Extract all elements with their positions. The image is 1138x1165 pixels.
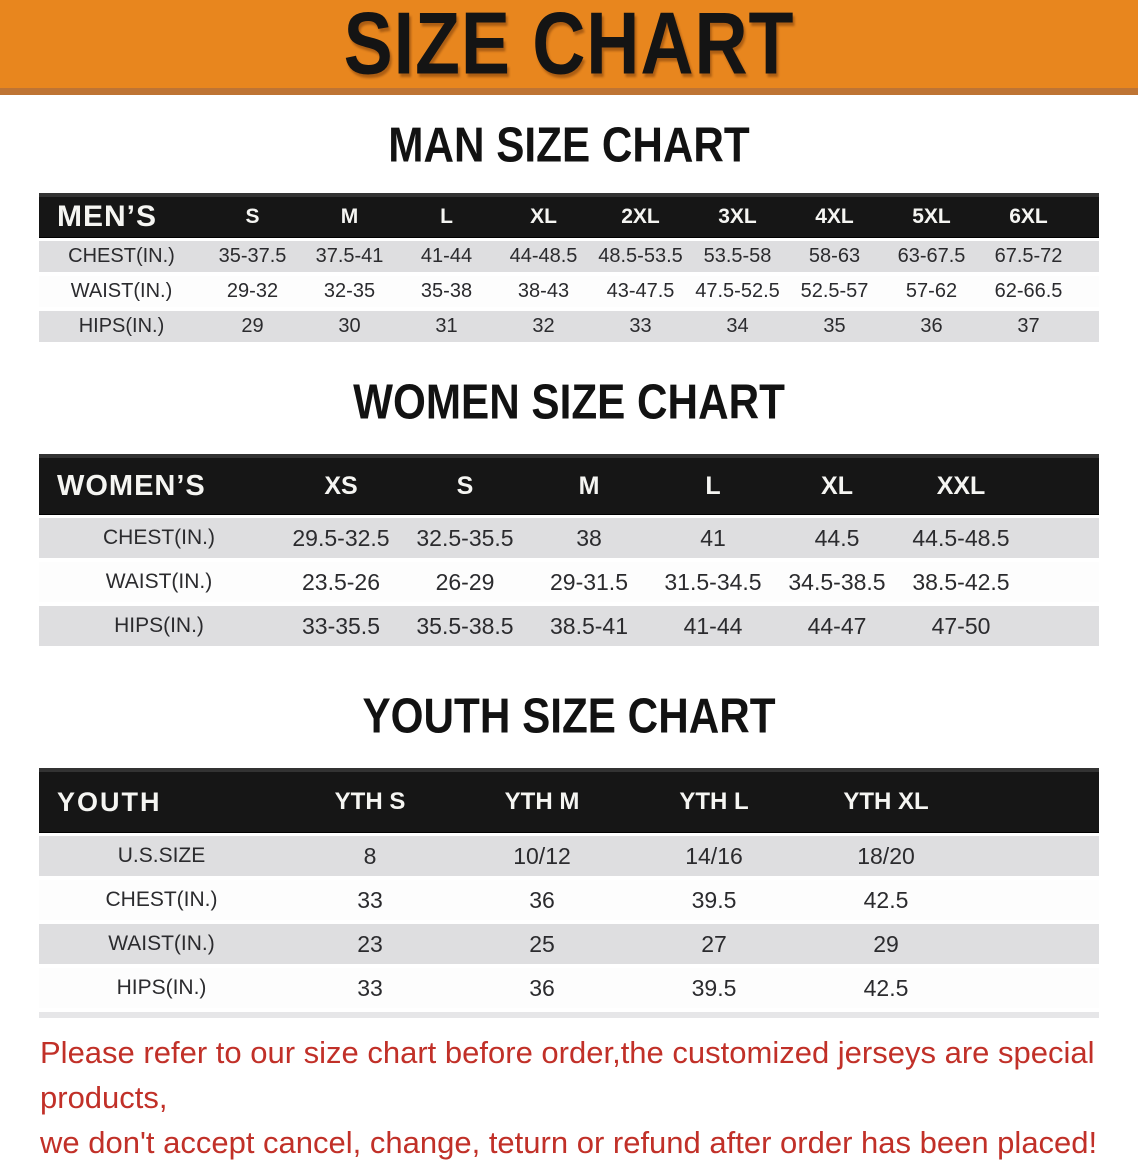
youth-chest-row bbox=[39, 880, 1099, 920]
row-label: HIPS(IN.) bbox=[114, 614, 204, 637]
women-group-label: WOMEN’S bbox=[57, 469, 206, 502]
table-bottom-rule bbox=[39, 1012, 1099, 1018]
men-group-label: MEN’S bbox=[57, 200, 158, 233]
size-cell: 57-62 bbox=[905, 280, 958, 302]
size-cell: 31.5-34.5 bbox=[664, 568, 762, 595]
size-cell: 34.5-38.5 bbox=[788, 568, 886, 595]
youth-size-column-l: YTH L bbox=[679, 788, 749, 815]
women-size-table bbox=[39, 454, 1099, 646]
size-cell: 41 bbox=[700, 524, 726, 551]
size-cell: 8 bbox=[363, 842, 377, 869]
men-header-row bbox=[39, 193, 1099, 237]
size-cell: 32-35 bbox=[323, 280, 376, 302]
size-cell: 63-67.5 bbox=[897, 245, 966, 267]
men-section-heading: MAN SIZE CHART bbox=[388, 118, 750, 173]
size-cell: 29.5-32.5 bbox=[292, 524, 390, 551]
men-size-column-l: L bbox=[440, 205, 453, 228]
women-size-column-s: S bbox=[456, 471, 474, 500]
youth-waist-row bbox=[39, 924, 1099, 964]
row-label: HIPS(IN.) bbox=[78, 315, 165, 337]
size-cell: 44-48.5 bbox=[509, 245, 578, 267]
size-cell: 30 bbox=[338, 315, 361, 337]
row-label: WAIST(IN.) bbox=[108, 932, 215, 955]
row-label: HIPS(IN.) bbox=[116, 976, 207, 999]
size-cell: 10/12 bbox=[513, 842, 571, 869]
size-cell: 37.5-41 bbox=[315, 245, 384, 267]
youth-size-table bbox=[39, 768, 1099, 1018]
size-cell: 48.5-53.5 bbox=[598, 245, 683, 267]
size-cell: 29 bbox=[873, 930, 899, 957]
size-cell: 23.5-26 bbox=[301, 568, 380, 595]
row-label: WAIST(IN.) bbox=[105, 570, 213, 593]
size-cell: 52.5-57 bbox=[800, 280, 869, 302]
size-cell: 26-29 bbox=[435, 568, 495, 595]
men-size-column-3xl: 3XL bbox=[718, 205, 757, 228]
size-cell: 33 bbox=[357, 886, 383, 913]
size-cell: 35 bbox=[823, 315, 846, 337]
size-cell: 58-63 bbox=[808, 245, 861, 267]
women-size-column-xl: XL bbox=[821, 471, 853, 500]
size-cell: 42.5 bbox=[863, 886, 909, 913]
women-chest-row bbox=[39, 518, 1099, 558]
men-size-column-s: S bbox=[245, 205, 260, 228]
size-cell: 33 bbox=[357, 974, 383, 1001]
women-size-column-xs: XS bbox=[324, 471, 358, 500]
note-line-1: Please refer to our size chart before order,the customized jerseys are special products, bbox=[40, 1035, 1095, 1115]
men-chest-row bbox=[39, 241, 1099, 272]
note-line-2: we don't accept cancel, change, teturn or refund after order has been placed! bbox=[40, 1125, 1098, 1160]
size-cell: 39.5 bbox=[691, 974, 737, 1001]
women-size-column-l: L bbox=[705, 471, 721, 500]
order-note bbox=[40, 1030, 1110, 1165]
size-cell: 35-38 bbox=[420, 280, 473, 302]
size-cell: 41-44 bbox=[420, 245, 473, 267]
youth-size-column-xl: YTH XL bbox=[843, 788, 929, 815]
row-label: U.S.SIZE bbox=[117, 844, 206, 867]
youth-hips-row bbox=[39, 968, 1099, 1008]
size-cell: 27 bbox=[701, 930, 727, 957]
size-cell: 39.5 bbox=[691, 886, 737, 913]
size-cell: 37 bbox=[1017, 315, 1040, 337]
size-cell: 38.5-41 bbox=[549, 612, 628, 639]
women-section-heading: WOMEN SIZE CHART bbox=[353, 375, 785, 430]
size-cell: 34 bbox=[726, 315, 749, 337]
youth-section-heading: YOUTH SIZE CHART bbox=[362, 689, 776, 744]
women-hips-row bbox=[39, 606, 1099, 646]
men-size-column-6xl: 6XL bbox=[1009, 205, 1048, 228]
size-cell: 44.5-48.5 bbox=[912, 524, 1010, 551]
size-cell: 38.5-42.5 bbox=[912, 568, 1010, 595]
men-size-column-5xl: 5XL bbox=[912, 205, 951, 228]
size-cell: 36 bbox=[529, 974, 555, 1001]
men-size-column-xl: XL bbox=[530, 205, 557, 228]
men-size-column-2xl: 2XL bbox=[621, 205, 660, 228]
women-waist-row bbox=[39, 562, 1099, 602]
size-cell: 53.5-58 bbox=[703, 245, 772, 267]
size-cell: 47.5-52.5 bbox=[695, 280, 780, 302]
size-cell: 33-35.5 bbox=[301, 612, 380, 639]
row-label: CHEST(IN.) bbox=[103, 526, 215, 549]
size-cell: 31 bbox=[435, 315, 458, 337]
size-cell: 32 bbox=[532, 315, 555, 337]
size-cell: 29 bbox=[241, 315, 264, 337]
size-cell: 43-47.5 bbox=[606, 280, 675, 302]
size-cell: 42.5 bbox=[863, 974, 909, 1001]
men-size-column-m: M bbox=[340, 205, 359, 228]
row-label: CHEST(IN.) bbox=[105, 888, 218, 911]
size-cell: 35.5-38.5 bbox=[416, 612, 514, 639]
size-cell: 44-47 bbox=[807, 612, 867, 639]
size-cell: 25 bbox=[529, 930, 555, 957]
size-cell: 32.5-35.5 bbox=[416, 524, 514, 551]
banner-title: SIZE CHART bbox=[343, 0, 795, 93]
size-cell: 23 bbox=[357, 930, 383, 957]
size-cell: 36 bbox=[920, 315, 943, 337]
youth-header-row bbox=[39, 768, 1099, 832]
size-cell: 47-50 bbox=[931, 612, 991, 639]
size-cell: 67.5-72 bbox=[994, 245, 1063, 267]
size-cell: 35-37.5 bbox=[218, 245, 287, 267]
size-cell: 41-44 bbox=[683, 612, 743, 639]
size-cell: 29-31.5 bbox=[549, 568, 628, 595]
size-cell: 33 bbox=[629, 315, 652, 337]
youth-ussize-row bbox=[39, 836, 1099, 876]
women-size-column-m: M bbox=[578, 471, 600, 500]
size-cell: 38 bbox=[576, 524, 602, 551]
size-cell: 38-43 bbox=[517, 280, 570, 302]
banner bbox=[0, 0, 1138, 95]
men-hips-row bbox=[39, 311, 1099, 342]
size-cell: 18/20 bbox=[857, 842, 915, 869]
row-label: CHEST(IN.) bbox=[68, 245, 175, 267]
size-cell: 14/16 bbox=[685, 842, 743, 869]
men-size-table bbox=[39, 193, 1099, 342]
youth-size-column-s: YTH S bbox=[334, 788, 406, 815]
size-cell: 36 bbox=[529, 886, 555, 913]
youth-size-column-m: YTH M bbox=[504, 788, 580, 815]
women-size-column-xxl: XXL bbox=[936, 471, 986, 500]
size-cell: 62-66.5 bbox=[994, 280, 1063, 302]
men-waist-row bbox=[39, 276, 1099, 307]
men-size-column-4xl: 4XL bbox=[815, 205, 854, 228]
row-label: WAIST(IN.) bbox=[70, 280, 173, 302]
size-cell: 29-32 bbox=[226, 280, 279, 302]
size-cell: 44.5 bbox=[814, 524, 860, 551]
women-header-row bbox=[39, 454, 1099, 514]
youth-group-label: YOUTH bbox=[57, 786, 162, 817]
